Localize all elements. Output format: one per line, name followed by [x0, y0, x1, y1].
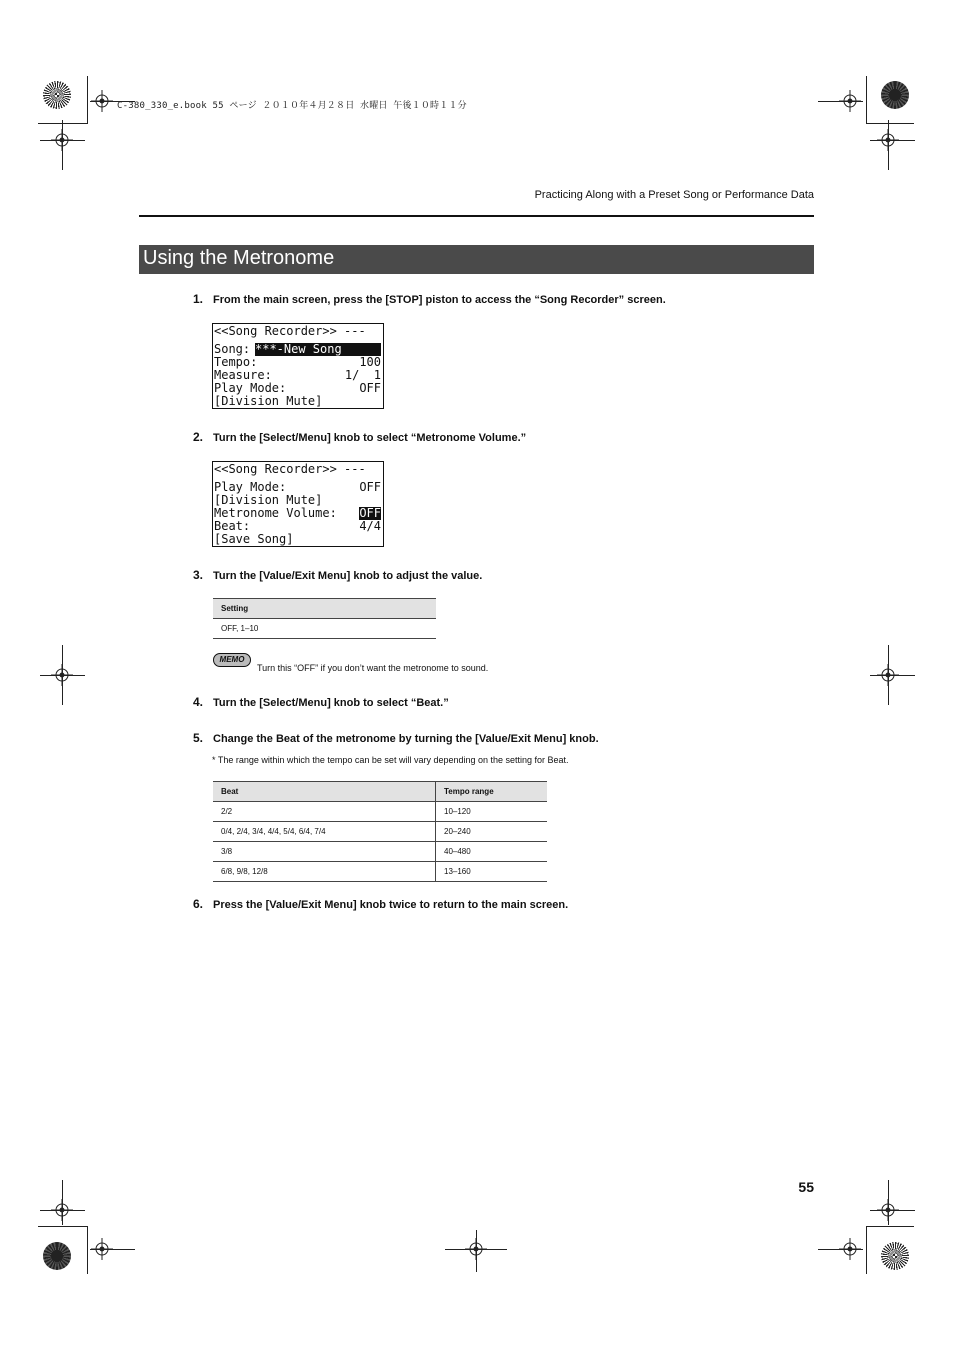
running-head: Practicing Along with a Preset Song or Performance Data	[534, 189, 814, 201]
lcd-line: Beat: 4/4	[214, 519, 381, 533]
lcd-line: Play Mode: OFF	[214, 381, 381, 395]
table-cell: 6/8, 9/8, 12/8	[213, 862, 436, 882]
registration-target-icon	[877, 664, 899, 686]
lcd-screen-metronome-volume	[212, 461, 384, 547]
registration-target-icon	[877, 1199, 899, 1221]
table-cell: 2/2	[213, 802, 436, 822]
registration-target-icon	[51, 1199, 73, 1221]
step-number: 6.	[192, 897, 203, 911]
registration-star-icon	[43, 81, 71, 109]
step-text: From the main screen, press the [STOP] piston to access the “Song Recorder” screen.	[213, 294, 666, 306]
table-cell: 3/8	[213, 842, 436, 862]
lcd-line: [Division Mute]	[214, 493, 323, 507]
step-text: Turn the [Select/Menu] knob to select “Beat.”	[213, 697, 449, 709]
registration-target-icon	[91, 90, 113, 112]
step-number: 4.	[192, 695, 203, 709]
table-cell: 20–240	[436, 822, 548, 842]
step-number: 5.	[192, 731, 203, 745]
lcd-line: Measure: 1/ 1	[214, 368, 381, 382]
registration-target-icon	[51, 129, 73, 151]
note-text: * The range within which the tempo can be set will vary depending on the setting for Beat.	[212, 755, 569, 765]
table-row	[213, 822, 547, 842]
step-number: 3.	[192, 568, 203, 582]
header-rule	[139, 215, 814, 217]
table-row	[213, 842, 547, 862]
registration-target-icon	[51, 664, 73, 686]
step-text: Change the Beat of the metronome by turning the [Value/Exit Menu] knob.	[213, 733, 599, 745]
registration-target-icon	[839, 1238, 861, 1260]
table-row	[213, 802, 547, 822]
table-header: Tempo range	[436, 782, 548, 802]
lcd-line: Tempo: 100	[214, 355, 381, 369]
registration-star-icon	[881, 81, 909, 109]
table-header: Beat	[213, 782, 436, 802]
table-header: Setting	[213, 599, 436, 619]
memo-badge: MEMO	[213, 653, 251, 667]
registration-target-icon	[877, 129, 899, 151]
memo-text: Turn this “OFF” if you don’t want the metronome to sound.	[257, 663, 489, 673]
registration-target-icon	[465, 1238, 487, 1260]
lcd-line: Song: ***-New Song	[214, 343, 382, 356]
page-number: 55	[798, 1179, 814, 1195]
table-cell: 0/4, 2/4, 3/4, 4/4, 5/4, 6/4, 7/4	[213, 822, 436, 842]
registration-star-icon	[881, 1242, 909, 1270]
lcd-selected-value: OFF	[359, 506, 381, 520]
file-info: C-380_330_e.book 55 ページ ２０１０年４月２８日 水曜日 午後１０時１１分	[117, 101, 467, 111]
lcd-line: <<Song Recorder>> ---	[214, 462, 366, 476]
table-cell: 13–160	[436, 862, 548, 882]
step-number: 2.	[192, 430, 203, 444]
table-cell: OFF, 1–10	[213, 619, 436, 639]
step-text: Turn the [Select/Menu] knob to select “Metronome Volume.”	[213, 432, 527, 444]
step-text: Press the [Value/Exit Menu] knob twice to return to the main screen.	[213, 899, 569, 911]
step-number: 1.	[192, 292, 203, 306]
table-cell: 40–480	[436, 842, 548, 862]
registration-star-icon	[43, 1242, 71, 1270]
step-text: Turn the [Value/Exit Menu] knob to adjust the value.	[213, 570, 483, 582]
table-row	[213, 862, 547, 882]
lcd-line: Metronome Volume: OFF	[214, 506, 381, 520]
lcd-line: [Division Mute]	[214, 394, 323, 408]
section-title: Using the Metronome	[143, 247, 335, 269]
lcd-screen-song-recorder	[212, 323, 384, 409]
section-heading	[139, 245, 814, 274]
lcd-line: <<Song Recorder>> ---	[214, 324, 366, 338]
registration-target-icon	[91, 1238, 113, 1260]
table-cell: 10–120	[436, 802, 548, 822]
lcd-selected-value: ***-New Song	[255, 343, 381, 356]
lcd-line: Play Mode: OFF	[214, 480, 381, 494]
setting-table	[213, 598, 436, 639]
beat-tempo-table	[213, 781, 547, 882]
lcd-line: [Save Song]	[214, 532, 294, 546]
registration-target-icon	[839, 90, 861, 112]
